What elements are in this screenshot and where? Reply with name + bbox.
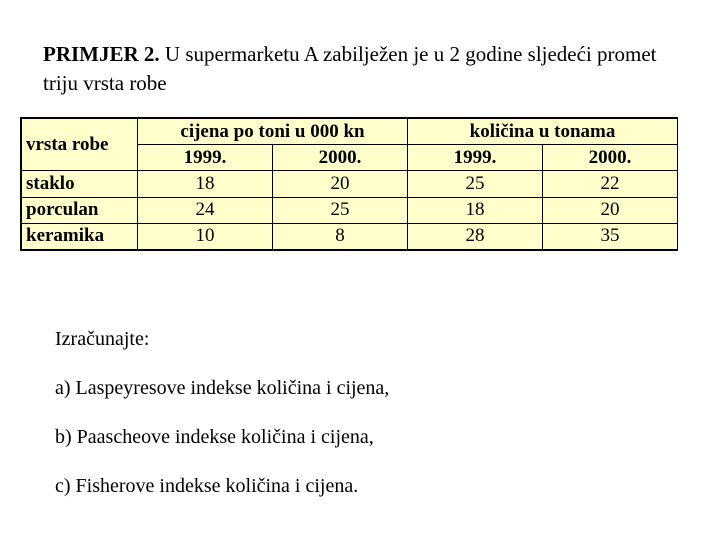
- table-row: [22, 223, 678, 249]
- data-table: [21, 118, 678, 250]
- table-row: [22, 197, 678, 223]
- table-row: [22, 171, 678, 197]
- year-header: 1999.: [408, 145, 543, 171]
- row-label: porculan: [22, 197, 138, 223]
- data-table-container: [20, 117, 678, 251]
- task-item: c) Fisherove indekse količina i cijena.: [55, 475, 359, 497]
- table-cell: 35: [543, 223, 678, 249]
- task-item: b) Paascheove indekse količina i cijena,: [55, 426, 374, 448]
- row-label: keramika: [22, 223, 138, 249]
- row-label: staklo: [22, 171, 138, 197]
- quantity-group-header: količina u tonama: [408, 119, 678, 145]
- task-list: [55, 328, 675, 524]
- task-intro: Izračunajte:: [55, 328, 150, 350]
- table-cell: 22: [543, 171, 678, 197]
- year-header: 2000.: [543, 145, 678, 171]
- problem-statement: U supermarketu A zabilježen je u 2 godine sljedeći promet triju vrsta robe: [43, 42, 657, 95]
- year-header: 1999.: [138, 145, 273, 171]
- task-item: a) Laspeyresove indekse količina i cijena,: [55, 377, 390, 399]
- table-cell: 28: [408, 223, 543, 249]
- table-cell: 25: [408, 171, 543, 197]
- table-cell: 10: [138, 223, 273, 249]
- corner-header: vrsta robe: [22, 119, 138, 171]
- table-cell: 18: [138, 171, 273, 197]
- problem-heading: [43, 40, 683, 98]
- table-cell: 20: [273, 171, 408, 197]
- year-header: 2000.: [273, 145, 408, 171]
- table-cell: 25: [273, 197, 408, 223]
- table-cell: 18: [408, 197, 543, 223]
- table-header-row: [22, 119, 678, 145]
- table-cell: 20: [543, 197, 678, 223]
- table-cell: 8: [273, 223, 408, 249]
- table-cell: 24: [138, 197, 273, 223]
- example-label: PRIMJER 2.: [43, 42, 160, 66]
- price-group-header: cijena po toni u 000 kn: [138, 119, 408, 145]
